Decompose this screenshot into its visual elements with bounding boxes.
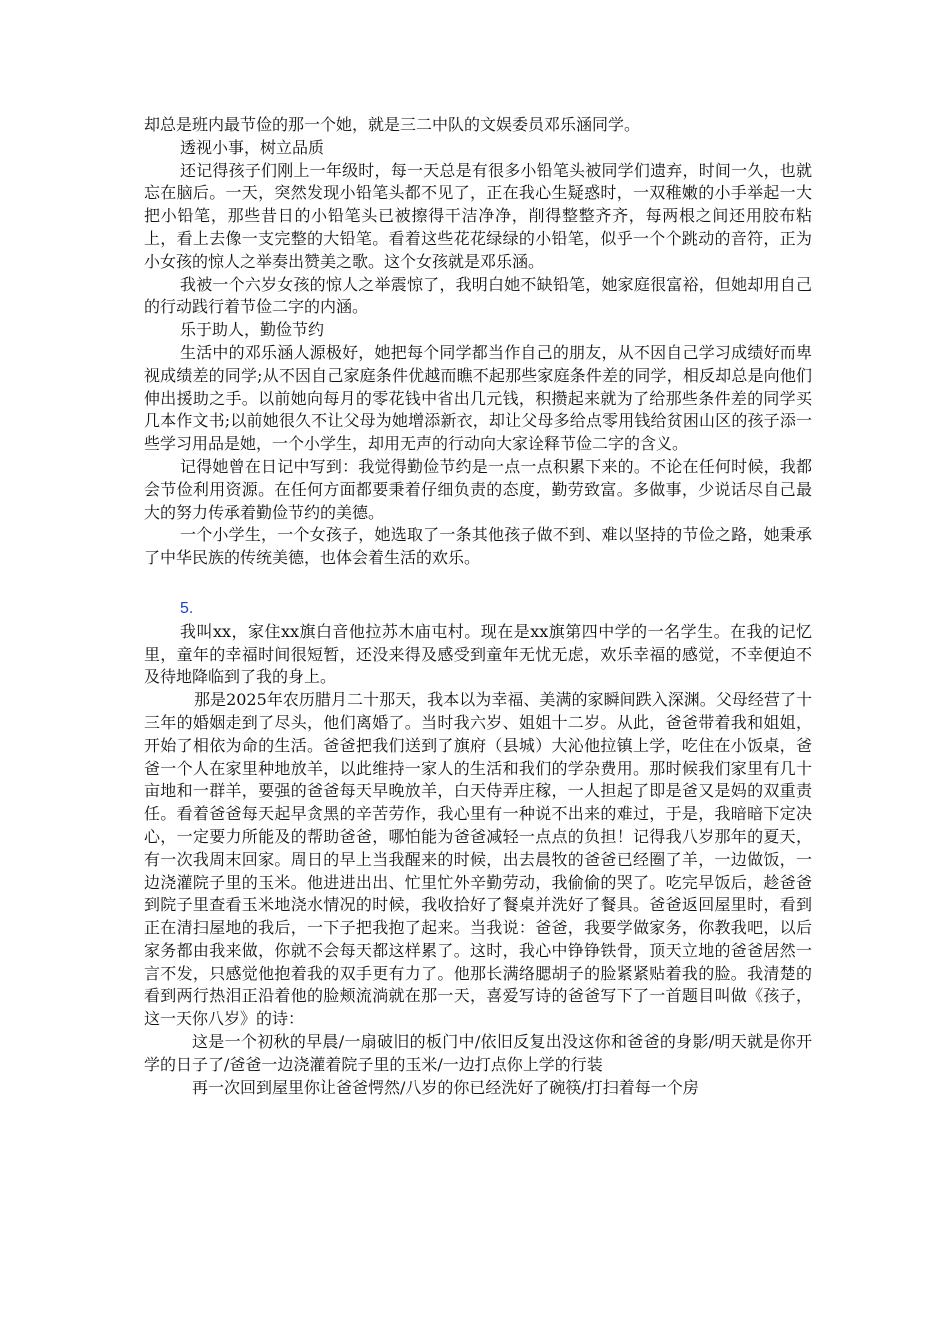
paragraph: 还记得孩子们刚上一年级时，每一天总是有很多小铅笔头被同学们遗弃，时间一久，也就忘在脑后。一天，突然发现小铅笔头都不见了，正在我心生疑惑时，一双稚嫩的小手举起一大把小铅笔，那些昔日的小铅笔头已被擦得干洁净净，削得整整齐齐，每两根之间还用胶布粘上，看上去像一支完整的大铅笔。看着这些花花绿绿的小铅笔，似乎一个个跳动的音符，正为小女孩的惊人之举奏出赞美之歌。这个女孩就是邓乐涵。 (144, 160, 812, 271)
paragraph: 生活中的邓乐涵人源极好，她把每个同学都当作自己的朋友，从不因自己学习成绩好而卑视成绩差的同学;从不因自己家庭条件优越而瞧不起那些家庭条件差的同学，相反却总是向他们伸出援助之手。以前她向每月的零花钱中省出几元钱，积攒起来就为了给那些条件差的同学买几本作文书;以前她很久不让父母为她增添新衣，却让父母多给点零用钱给贫困山区的孩子添一些学习用品是她，一个小学生，却用无声的行动向大家诠释节俭二字的含义。 (144, 342, 812, 454)
paragraph: 那是2025年农历腊月二十那天，我本以为幸福、美满的家瞬间跌入深渊。父母经营了十三年的婚姻走到了尽头，他们离婚了。当时我六岁、姐姐十二岁。从此，爸爸带着我和姐姐，开始了相依为命的生活。爸爸把我们送到了旗府（县城）大沁他拉镇上学，吃住在小饭桌，爸爸一个人在家里种地放羊，以此维持一家人的生活和我们的学杂费用。那时候我们家里有几十亩地和一群羊，要强的爸爸每天早晚放羊，白天侍弄庄稼，一人担起了即是爸又是妈的双重责任。看着爸爸每天起早贪黑的辛苦劳作，我心里有一种说不出来的难过，于是，我暗暗下定决心，一定要力所能及的帮助爸爸，哪怕能为爸爸减轻一点点的负担！记得我八岁那年的夏天，有一次我周末回家。周日的早上当我醒来的时候，出去晨牧的爸爸已经圈了羊，一边做饭，一边浇灌院子里的玉米。他进进出出、忙里忙外辛勤劳动，我偷偷的哭了。吃完早饭后，趁爸爸到院子里查看玉米地浇水情况的时候，我收拾好了餐桌并洗好了餐具。爸爸返回屋里时，看到正在清扫屋地的我后，一下子把我抱了起来。当我说：爸爸，我要学做家务，你教我吧，以后家务都由我来做，你就不会每天都这样累了。这时，我心中铮铮铁骨，顶天立地的爸爸居然一言不发，只感觉他抱着我的双手更有力了。他那长满络腮胡子的脸紧紧贴着我的脸。我清楚的看到两行热泪正沿着他的脸颊流淌就在那一天，喜爱写诗的爸爸写下了一首题目叫做《孩子，这一天你八岁》的诗： (144, 690, 812, 1029)
spacer (144, 570, 812, 598)
subheading: 乐于助人，勤俭节约 (180, 320, 325, 340)
subheading: 透视小事，树立品质 (180, 137, 325, 157)
poem-line: 这是一个初秋的早晨/一扇破旧的板门中/依旧反复出没这你和爸爸的身影/明天就是你开学的日子了/爸爸一边浇灌着院子里的玉米/一边打点你上学的行装 (144, 1032, 812, 1074)
section-number: 5. (180, 599, 194, 617)
paragraph: 一个小学生，一个女孩子，她选取了一条其他孩子做不到、难以坚持的节俭之路，她秉承了中华民族的传统美德，也体会着生活的欢乐。 (144, 525, 812, 568)
paragraph: 记得她曾在日记中写到：我觉得勤俭节约是一点一点积累下来的。不论在任何时候，我都会节俭利用资源。在任何方面都要秉着仔细负责的态度，勤劳致富。多做事，少说话尽自己最大的努力传承着勤俭节约的美德。 (144, 456, 812, 522)
paragraph: 却总是班内最节俭的那一个她，就是三二中队的文娱委员邓乐涵同学。 (144, 115, 641, 134)
paragraph: 我被一个六岁女孩的惊人之举震惊了，我明白她不缺铅笔，她家庭很富裕，但她却用自己的行动践行着节俭二字的内涵。 (144, 274, 812, 317)
paragraph: 我叫xx，家住xx旗白音他拉苏木庙屯村。现在是xx旗第四中学的一名学生。在我的记忆里，童年的幸福时间很短暂，还没来得及感受到童年无忧无虑，欢乐幸福的感觉，不幸便迫不及待地降临到了我的身上。 (144, 621, 812, 687)
poem-line: 再一次回到屋里你让爸爸愕然/八岁的你已经洗好了碗筷/打扫着每一个房 (192, 1077, 699, 1097)
document-page (144, 114, 812, 1099)
